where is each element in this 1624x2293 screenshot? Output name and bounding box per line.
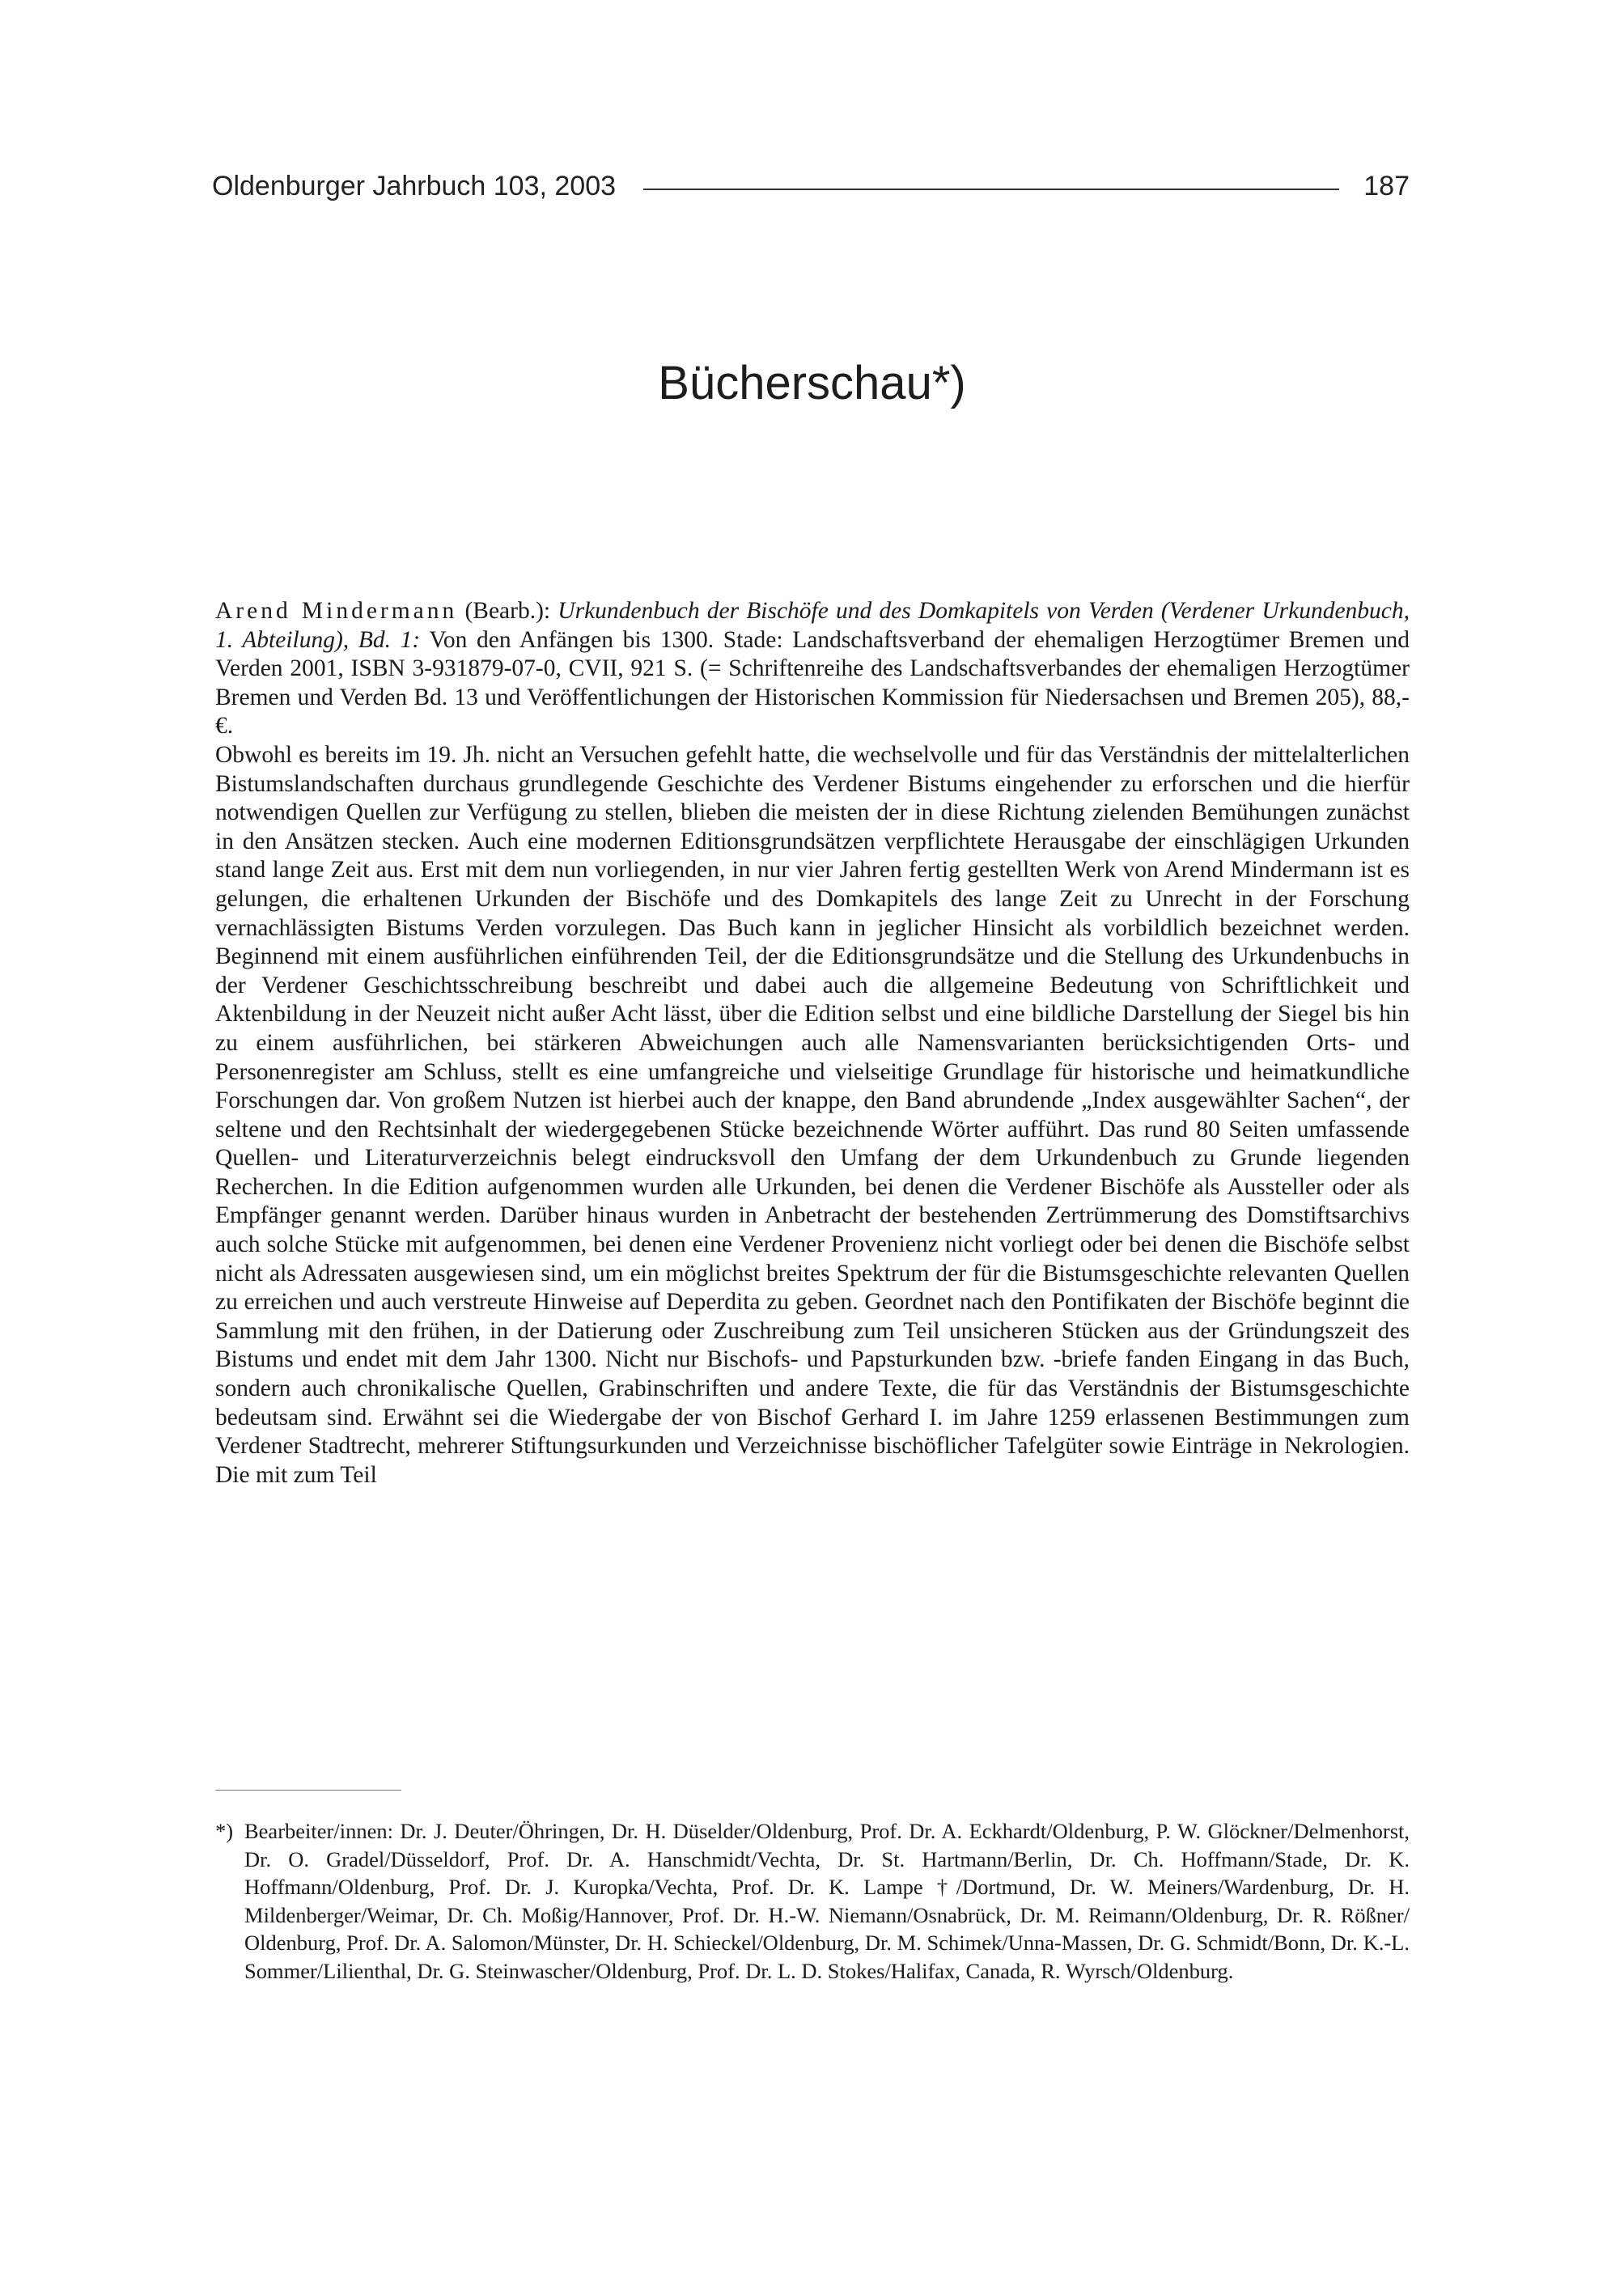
footnote	[215, 1817, 1410, 1985]
footnote-text: Bearbeiter/innen: Dr. J. Deuter/Öhringen, Dr. H. Düselder/Oldenburg, Prof. Dr. A. Eckhardt/Oldenburg, P. W. Glöckner/Delmenhorst, Dr. O. Gradel/Düsseldorf, Prof. Dr. A. Hanschmidt/Vechta, Dr. St. Hartmann/Berlin, Dr. Ch. Hoffmann/Stade, Dr. K. Hoffmann/Oldenburg, Prof. Dr. J. Kuropka/Vechta, Prof. Dr. K. Lampe †/Dortmund, Dr. W. Meiners/Wardenburg, Dr. H. Mildenberger/Weimar, Dr. Ch. Moßig/Hannover, Prof. Dr. H.-W. Niemann/Osnabrück, Dr. M. Reimann/Oldenburg, Dr. R. Rößner/ Oldenburg, Prof. Dr. A. Salomon/Münster, Dr. H. Schieckel/Oldenburg, Dr. M. Schimek/Unna-Massen, Dr. G. Schmidt/Bonn, Dr. K.-L. Sommer/Lilienthal, Dr. G. Steinwascher/Oldenburg, Prof. Dr. L. D. Stokes/Halifax, Canada, R. Wyrsch/Oldenburg.	[244, 1819, 1410, 1983]
footnote-marker: *)	[215, 1819, 234, 1843]
footnote-divider	[215, 1790, 401, 1791]
section-title: Bücherschau*)	[658, 357, 966, 409]
review-body: Obwohl es bereits im 19. Jh. nicht an Versuchen gefehlt hatte, die wechselvolle und für das Verständnis der mittelalterlichen Bistumslandschaften durchaus grundlegende Geschichte des Verdener Bistums eingehender zu erforschen und die hierfür notwendigen Quellen zur Verfügung zu stellen, blieben die meisten der in diese Richtung zielenden Bemühungen zunächst in den Ansätzen stecken. Auch eine modernen Editionsgrundsätzen verpflichtete Herausgabe der einschlägigen Urkunden stand lange Zeit aus. Erst mit dem nun vorliegenden, in nur vier Jahren fertig gestellten Werk von Arend Mindermann ist es gelungen, die erhaltenen Urkunden der Bischöfe und des Domkapitels des lange Zeit zu Unrecht in der Forschung vernachlässigten Bistums Verden vorzulegen. Das Buch kann in jeglicher Hinsicht als vorbildlich bezeichnet werden. Beginnend mit einem ausführlichen einführenden Teil, der die Editionsgrundsätze und die Stellung des Urkundenbuchs in der Verdener Geschichtsschreibung beschreibt und dabei auch die allgemeine Bedeutung von Schriftlichkeit und Aktenbildung in der Neuzeit nicht außer Acht lässt, über die Edition selbst und eine bildliche Darstellung der Siegel bis hin zu einem ausführlichen, bei stärkeren Abweichungen auch alle Namensvarianten berücksichtigenden Orts- und Personenregister am Schluss, stellt es eine umfangreiche und vielseitige Grundlage für historische und heimatkundliche Forschungen dar. Von großem Nutzen ist hierbei auch der knappe, den Band abrundende „Index ausgewählter Sachen“, der seltene und den Rechtsinhalt der wiedergegebenen Stücke bezeichnende Wörter aufführt. Das rund 80 Seiten umfassende Quellen- und Literaturverzeichnis belegt eindrucksvoll den Umfang der dem Urkundenbuch zu Grunde liegenden Recherchen. In die Edition aufgenommen wurden alle Urkunden, bei denen die Verdener Bischöfe als Aussteller oder als Empfänger genannt werden. Darüber hinaus wurden in Anbetracht der bestehenden Zertrümmerung des Domstiftsarchivs auch solche Stücke mit aufgenommen, bei denen eine Verdener Provenienz nicht vorliegt oder bei denen die Bischöfe selbst nicht als Adressaten ausgewiesen sind, um ein möglichst breites Spektrum der für die Bistumsgeschichte relevanten Quellen zu erreichen und auch verstreute Hinweise auf Deperdita zu geben. Geordnet nach den Pontifikaten der Bischöfe beginnt die Sammlung mit den frühen, in der Datierung oder Zuschreibung zum Teil unsicheren Stücken aus der Gründungszeit des Bistums und endet mit dem Jahr 1300. Nicht nur Bischofs- und Papsturkunden bzw. -briefe fanden Eingang in das Buch, sondern auch chronikalische Quellen, Grabinschriften und andere Texte, die für das Verständnis der Bistumsgeschichte bedeutsam sind. Erwähnt sei die Wiedergabe der von Bischof Gerhard I. im Jahre 1259 erlassenen Bestimmungen zum Verdener Stadtrecht, mehrerer Stiftungsurkunden und Verzeichnisse bischöflicher Tafelgüter sowie Einträge in Nekrologien. Die mit zum Teil	[215, 741, 1410, 1488]
header-rule	[643, 189, 1339, 190]
review-citation	[215, 597, 1410, 741]
page-number: 187	[1363, 170, 1410, 201]
journal-title: Oldenburger Jahrbuch 103, 2003	[212, 170, 617, 201]
editor-role: (Bearb.):	[464, 598, 551, 624]
book-title: Urkundenbuch der Bischöfe und des Domkapitels von Verden (Verdener Urkundenbuch, 1. Abteilung), Bd. 1:	[215, 598, 1410, 653]
running-header	[212, 166, 1410, 206]
book-review	[215, 597, 1410, 1490]
review-author: Arend Mindermann	[215, 598, 458, 624]
citation-details: Von den Anfängen bis 1300. Stade: Landschaftsverband der ehemaligen Herzogtümer Bremen und Verden 2001, ISBN 3-931879-07-0, CVII, 921 S. (= Schriftenreihe des Landschaftsverbandes der ehemaligen Herzogtümer Bremen und Verden Bd. 13 und Veröffentlichungen der Historischen Kommission für Niedersachsen und Bremen 205), 88,- €.	[215, 626, 1410, 740]
